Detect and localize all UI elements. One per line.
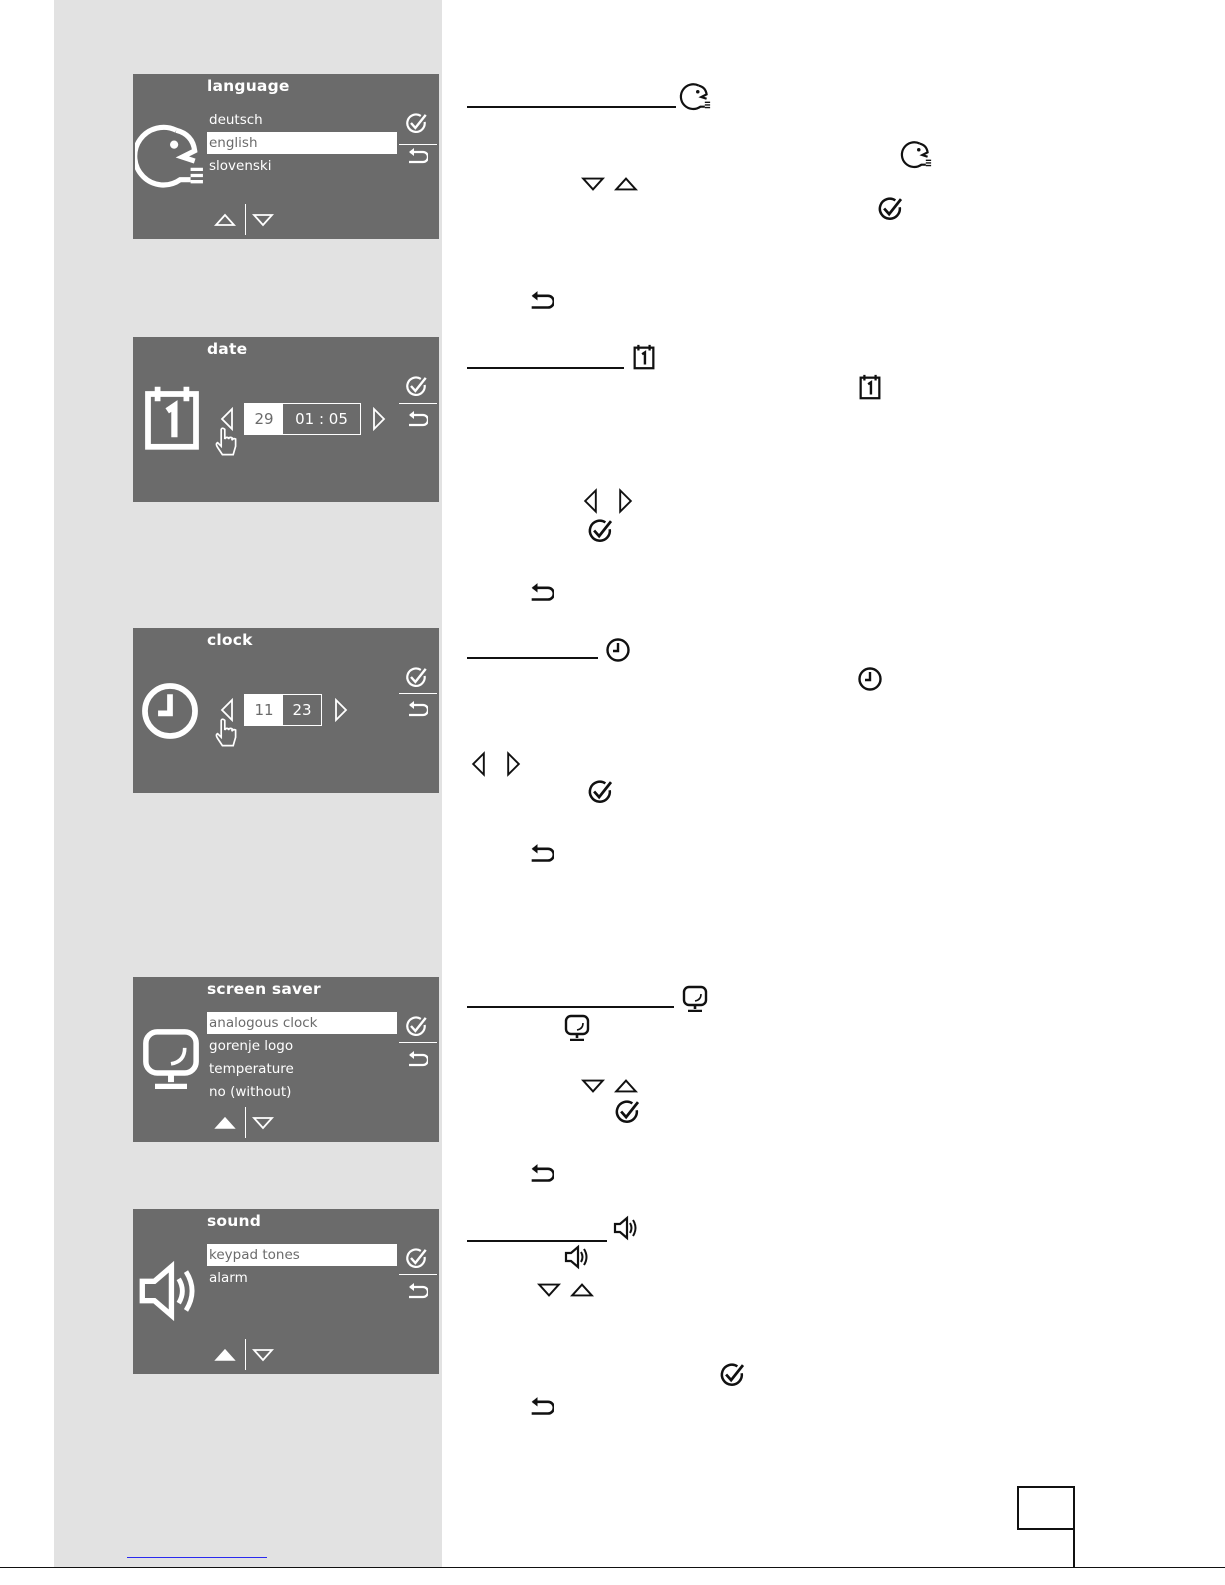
sound-panel bbox=[133, 1209, 439, 1374]
calendar-icon bbox=[857, 373, 883, 401]
screen-saver-option-selected[interactable]: analogous clock bbox=[207, 1012, 397, 1034]
calendar-icon bbox=[631, 343, 657, 371]
divider bbox=[399, 403, 437, 404]
right-triangle-icon[interactable] bbox=[371, 407, 387, 431]
up-triangle-icon bbox=[614, 1076, 638, 1096]
date-field[interactable] bbox=[244, 403, 361, 435]
back-arrow-icon bbox=[528, 1396, 554, 1417]
page-number-box bbox=[1017, 1486, 1075, 1530]
language-icon bbox=[900, 140, 934, 170]
confirm-check-icon[interactable] bbox=[405, 1247, 429, 1269]
date-time[interactable]: 01 : 05 bbox=[295, 410, 348, 428]
screen-saver-option[interactable]: temperature bbox=[209, 1061, 294, 1077]
language-icon bbox=[135, 122, 205, 192]
clock-field[interactable] bbox=[244, 694, 322, 726]
down-triangle-icon bbox=[537, 1280, 561, 1300]
divider bbox=[399, 1042, 437, 1043]
up-triangle-icon[interactable] bbox=[214, 1346, 236, 1364]
right-triangle-icon bbox=[617, 488, 634, 514]
confirm-check-icon bbox=[587, 518, 615, 543]
section-heading-rule bbox=[467, 1006, 674, 1008]
date-day[interactable]: 29 bbox=[245, 404, 283, 434]
clock-minutes[interactable]: 23 bbox=[292, 701, 312, 719]
panel-title: screen saver bbox=[207, 980, 321, 998]
down-triangle-icon[interactable] bbox=[252, 1114, 274, 1132]
back-arrow-icon[interactable] bbox=[406, 700, 428, 718]
screen-saver-panel bbox=[133, 977, 439, 1142]
clock-icon bbox=[857, 666, 883, 692]
right-triangle-icon bbox=[505, 751, 522, 777]
down-triangle-icon bbox=[581, 1076, 605, 1096]
divider bbox=[399, 144, 437, 145]
back-arrow-icon bbox=[528, 582, 554, 603]
clock-panel bbox=[133, 628, 439, 793]
clock-icon bbox=[139, 680, 201, 742]
panel-title: date bbox=[207, 340, 248, 358]
section-heading-rule bbox=[467, 106, 676, 108]
divider bbox=[399, 1274, 437, 1275]
down-triangle-icon[interactable] bbox=[252, 1346, 274, 1364]
divider bbox=[245, 1339, 246, 1370]
language-option-selected[interactable]: english bbox=[207, 132, 397, 154]
language-option[interactable]: slovenski bbox=[209, 158, 272, 174]
bottom-rule bbox=[0, 1567, 1225, 1568]
back-arrow-icon bbox=[528, 843, 554, 864]
monitor-icon bbox=[563, 1013, 591, 1041]
up-triangle-icon bbox=[614, 174, 638, 194]
hand-pointer-icon bbox=[214, 718, 238, 748]
language-option[interactable]: deutsch bbox=[209, 112, 263, 128]
left-triangle-icon bbox=[582, 488, 599, 514]
right-triangle-icon[interactable] bbox=[333, 698, 349, 722]
speaker-icon bbox=[135, 1257, 203, 1325]
screen-saver-option[interactable]: no (without) bbox=[209, 1084, 292, 1100]
back-arrow-icon bbox=[528, 290, 554, 311]
section-heading-rule bbox=[467, 1240, 607, 1242]
speaker-icon bbox=[563, 1243, 591, 1271]
back-arrow-icon[interactable] bbox=[406, 1282, 428, 1300]
monitor-icon bbox=[139, 1025, 203, 1089]
sound-option[interactable]: alarm bbox=[209, 1270, 248, 1286]
section-heading-rule bbox=[467, 657, 598, 659]
divider bbox=[245, 204, 246, 235]
page-number-box-line bbox=[1073, 1528, 1075, 1568]
hand-pointer-icon bbox=[214, 427, 238, 457]
confirm-check-icon bbox=[877, 196, 905, 221]
confirm-check-icon[interactable] bbox=[405, 1015, 429, 1037]
confirm-check-icon[interactable] bbox=[405, 666, 429, 688]
section-heading-rule bbox=[467, 367, 624, 369]
divider bbox=[245, 1107, 246, 1138]
confirm-check-icon[interactable] bbox=[405, 112, 429, 134]
panel-title: language bbox=[207, 77, 290, 95]
monitor-icon bbox=[681, 984, 709, 1012]
sound-option-selected[interactable]: keypad tones bbox=[207, 1244, 397, 1266]
speaker-icon bbox=[612, 1214, 640, 1242]
footer-link-underline bbox=[127, 1557, 267, 1558]
language-icon bbox=[679, 82, 713, 112]
clock-icon bbox=[605, 637, 631, 663]
left-triangle-icon bbox=[470, 751, 487, 777]
up-triangle-icon bbox=[570, 1280, 594, 1300]
clock-hours[interactable]: 11 bbox=[245, 695, 283, 725]
screen-saver-option[interactable]: gorenje logo bbox=[209, 1038, 294, 1054]
panel-title: clock bbox=[207, 631, 253, 649]
confirm-check-icon bbox=[719, 1362, 747, 1387]
back-arrow-icon[interactable] bbox=[406, 410, 428, 428]
down-triangle-icon bbox=[581, 174, 605, 194]
date-panel bbox=[133, 337, 439, 502]
confirm-check-icon bbox=[614, 1099, 642, 1124]
up-triangle-icon[interactable] bbox=[214, 211, 236, 229]
back-arrow-icon bbox=[528, 1163, 554, 1184]
language-panel bbox=[133, 74, 439, 239]
divider bbox=[399, 693, 437, 694]
down-triangle-icon[interactable] bbox=[252, 211, 274, 229]
up-triangle-icon[interactable] bbox=[214, 1114, 236, 1132]
calendar-icon bbox=[139, 382, 205, 454]
confirm-check-icon bbox=[587, 779, 615, 804]
back-arrow-icon[interactable] bbox=[406, 147, 428, 165]
back-arrow-icon[interactable] bbox=[406, 1050, 428, 1068]
confirm-check-icon[interactable] bbox=[405, 375, 429, 397]
panel-title: sound bbox=[207, 1212, 262, 1230]
